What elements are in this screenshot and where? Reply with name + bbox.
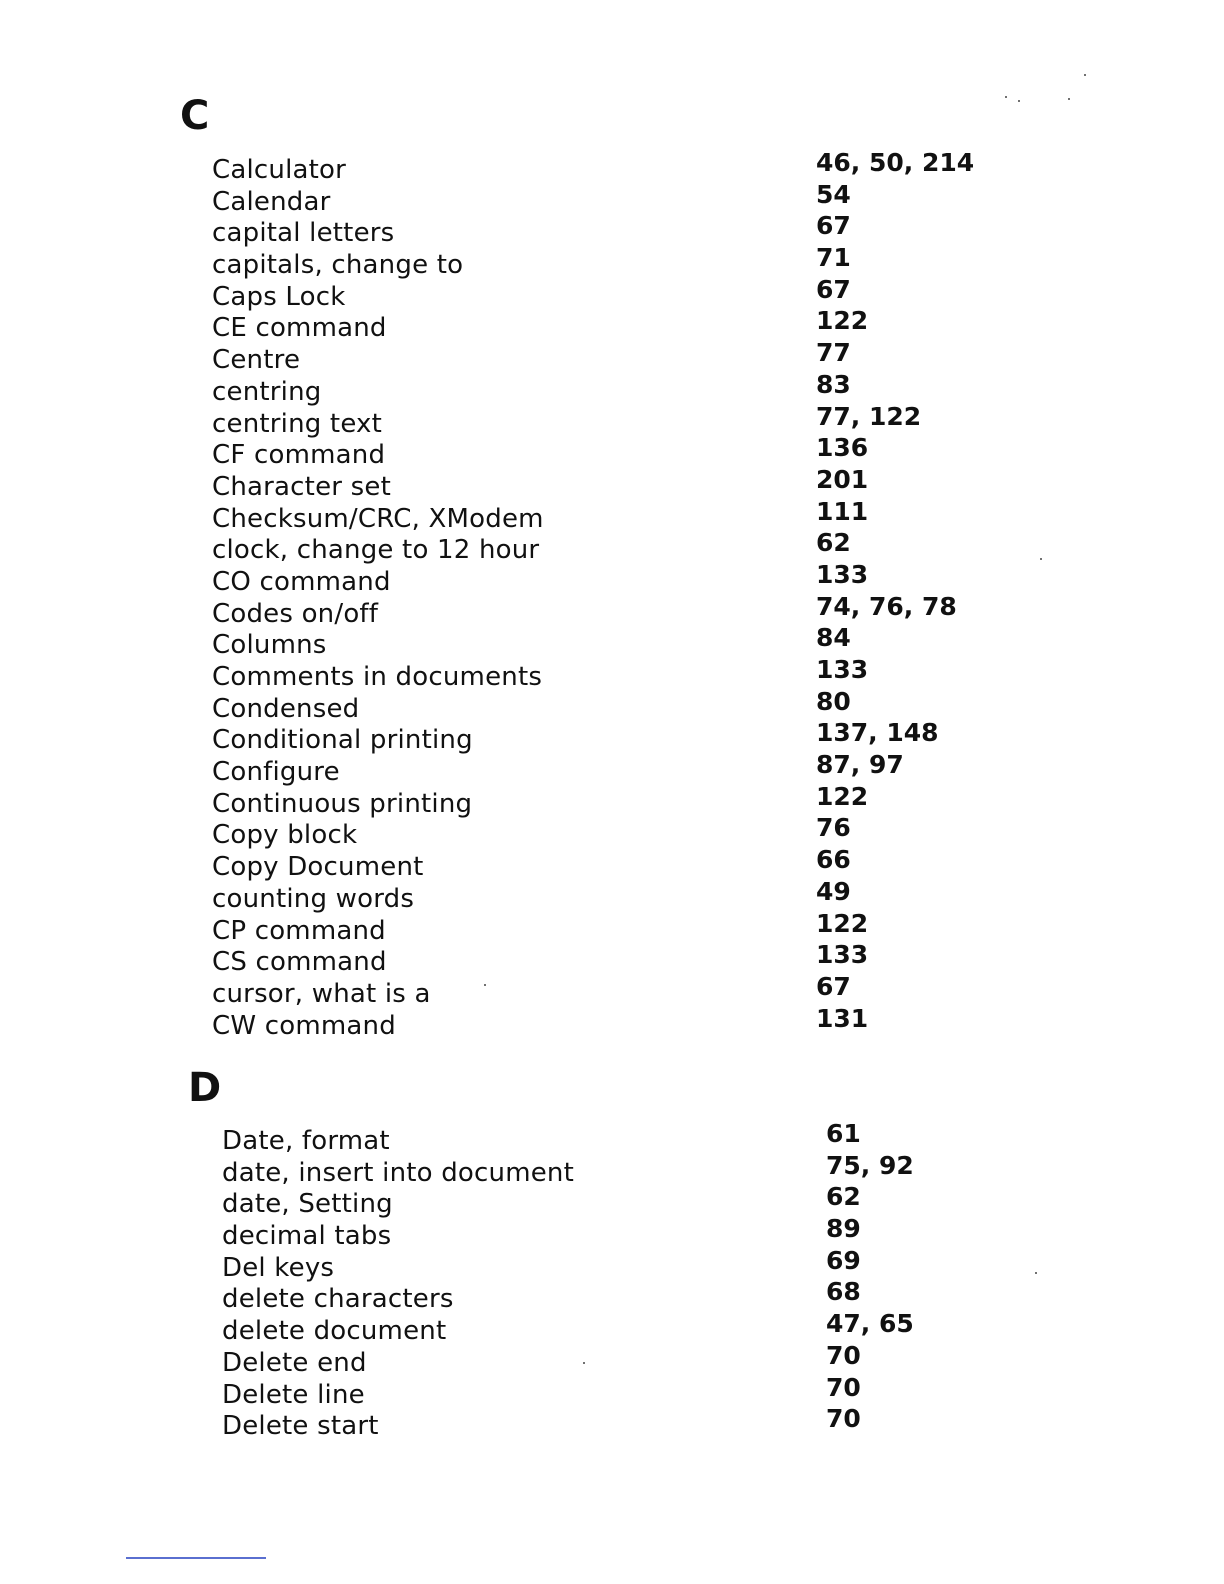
page-numbers: 69 bbox=[826, 1245, 861, 1275]
page-numbers: 54 bbox=[816, 179, 851, 209]
section-letter: D bbox=[188, 1065, 222, 1111]
page-numbers: 47, 65 bbox=[826, 1309, 914, 1339]
page-numbers: 66 bbox=[816, 845, 851, 875]
scan-speck bbox=[583, 1362, 585, 1364]
page-numbers: 70 bbox=[826, 1404, 861, 1434]
index-term: Calculator bbox=[212, 155, 347, 185]
page-numbers: 67 bbox=[816, 971, 851, 1001]
page-numbers: 122 bbox=[816, 781, 869, 811]
index-term: capital letters bbox=[212, 218, 395, 249]
index-term: delete document bbox=[222, 1316, 447, 1347]
scan-speck bbox=[1018, 100, 1020, 102]
index-term: Conditional printing bbox=[212, 725, 473, 756]
page-numbers: 133 bbox=[816, 655, 869, 684]
index-term: CW command bbox=[212, 1010, 396, 1041]
index-term: Del keys bbox=[222, 1252, 335, 1283]
index-term: date, Setting bbox=[222, 1189, 393, 1220]
index-term: Condensed bbox=[212, 693, 360, 724]
page-numbers: 67 bbox=[816, 211, 851, 241]
scan-speck bbox=[1084, 74, 1086, 76]
scan-speck bbox=[1068, 98, 1070, 100]
page-numbers: 80 bbox=[816, 686, 851, 716]
index-term: Columns bbox=[212, 630, 327, 661]
index-term: Delete start bbox=[222, 1411, 379, 1442]
page-numbers: 77 bbox=[816, 338, 851, 368]
page-numbers: 46, 50, 214 bbox=[816, 148, 975, 177]
page-numbers: 70 bbox=[826, 1372, 861, 1402]
index-term: counting words bbox=[212, 883, 415, 914]
page-numbers: 62 bbox=[826, 1182, 861, 1212]
index-term: decimal tabs bbox=[222, 1221, 392, 1252]
index-term: date, insert into document bbox=[222, 1157, 574, 1188]
scan-speck bbox=[1005, 96, 1007, 98]
page-numbers: 62 bbox=[816, 528, 851, 558]
section-letter: C bbox=[180, 93, 210, 139]
page-numbers: 89 bbox=[826, 1214, 861, 1244]
scan-speck bbox=[1040, 558, 1042, 560]
scan-speck bbox=[1035, 1272, 1037, 1274]
page-numbers: 122 bbox=[816, 908, 869, 938]
index-term: CS command bbox=[212, 947, 387, 978]
index-term: Comments in documents bbox=[212, 662, 543, 692]
index-term: capitals, change to bbox=[212, 250, 464, 281]
index-term: Delete end bbox=[222, 1347, 367, 1378]
index-term: Caps Lock bbox=[212, 281, 346, 312]
index-term: Centre bbox=[212, 345, 301, 376]
page-numbers: 201 bbox=[816, 464, 869, 494]
index-term: CP command bbox=[212, 915, 386, 946]
index-term: Copy Document bbox=[212, 852, 424, 883]
index-term: Codes on/off bbox=[212, 598, 379, 629]
page-numbers: 122 bbox=[816, 306, 869, 336]
index-term: Character set bbox=[212, 471, 391, 502]
scan-speck bbox=[484, 984, 486, 986]
page-numbers: 87, 97 bbox=[816, 750, 904, 780]
index-term: Checksum/CRC, XModem bbox=[212, 503, 544, 534]
index-term: clock, change to 12 hour bbox=[212, 535, 540, 566]
page-numbers: 111 bbox=[816, 496, 869, 526]
page-numbers: 133 bbox=[816, 940, 869, 970]
page-numbers: 74, 76, 78 bbox=[816, 591, 957, 621]
index-term: Calendar bbox=[212, 186, 331, 217]
index-term: delete characters bbox=[222, 1284, 454, 1315]
page-numbers: 77, 122 bbox=[816, 401, 922, 431]
page-numbers: 136 bbox=[816, 433, 869, 463]
page-numbers: 76 bbox=[816, 813, 851, 843]
index-term: Date, format bbox=[222, 1126, 390, 1156]
page-numbers: 67 bbox=[816, 274, 851, 304]
index-term: CE command bbox=[212, 313, 387, 344]
page-numbers: 83 bbox=[816, 369, 851, 399]
index-term: centring text bbox=[212, 408, 383, 439]
page-numbers: 133 bbox=[816, 559, 869, 589]
index-term: Continuous printing bbox=[212, 788, 473, 819]
page-numbers: 131 bbox=[816, 1003, 869, 1033]
page-numbers: 75, 92 bbox=[826, 1150, 914, 1180]
index-term: centring bbox=[212, 376, 322, 407]
index-term: cursor, what is a bbox=[212, 978, 431, 1009]
index-term: Configure bbox=[212, 757, 340, 788]
page-numbers: 61 bbox=[826, 1119, 861, 1148]
page-numbers: 71 bbox=[816, 243, 851, 273]
index-term: Delete line bbox=[222, 1379, 365, 1410]
page-numbers: 137, 148 bbox=[816, 718, 939, 748]
index-term: CO command bbox=[212, 566, 391, 597]
page-numbers: 68 bbox=[826, 1277, 861, 1307]
page-numbers: 70 bbox=[826, 1340, 861, 1370]
page-numbers: 49 bbox=[816, 876, 851, 906]
index-term: Copy block bbox=[212, 820, 358, 851]
page-numbers: 84 bbox=[816, 623, 851, 653]
footer-rule bbox=[126, 1557, 266, 1559]
index-term: CF command bbox=[212, 440, 386, 471]
